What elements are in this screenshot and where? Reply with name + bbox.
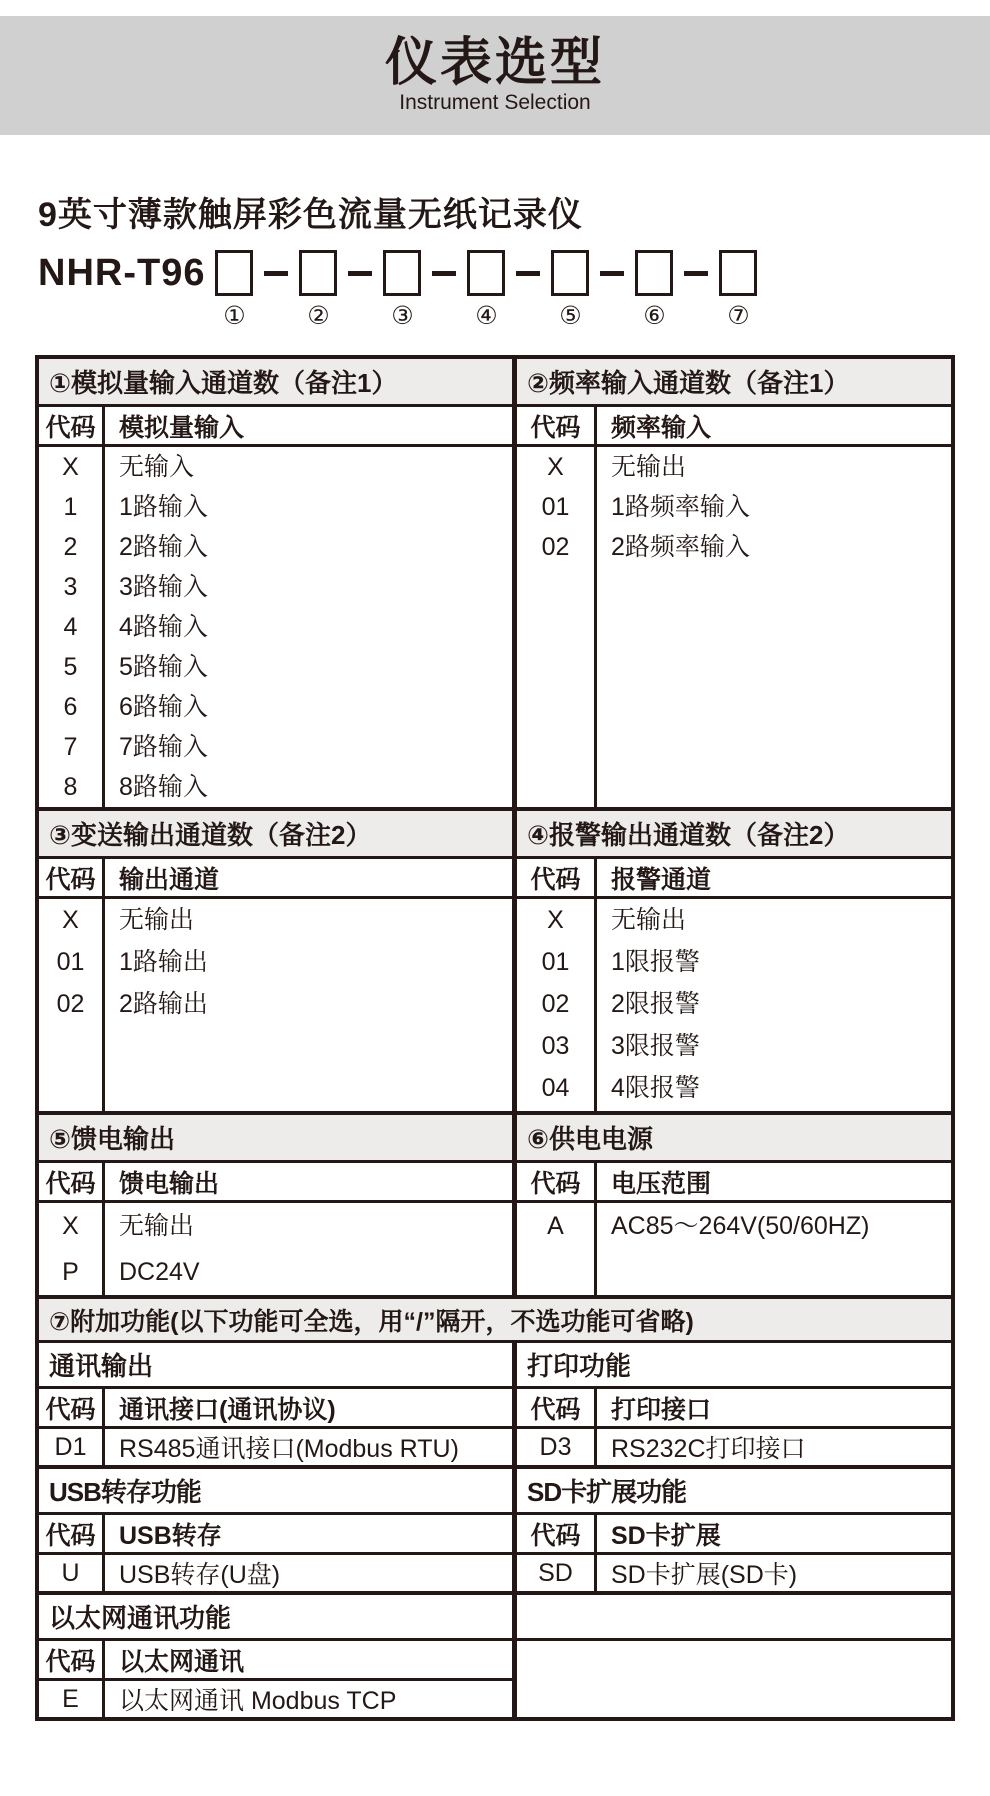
- desc-label: 输出通道: [119, 865, 220, 894]
- desc-value: 2路输出: [119, 990, 208, 1018]
- code-value: 5: [63, 653, 78, 681]
- section-6-column-header: [517, 1163, 951, 1203]
- desc-label: 通讯接口(通讯协议): [119, 1395, 336, 1424]
- dash-separator: [432, 271, 456, 276]
- s7-ethernet-row: [39, 1681, 512, 1717]
- code-value: 03: [541, 1032, 570, 1060]
- code-value: 02: [541, 533, 570, 561]
- s7-comm-output: [39, 1343, 517, 1465]
- s7-comm-row: [39, 1429, 512, 1465]
- dash-separator: [684, 271, 708, 276]
- code-value: 01: [541, 493, 570, 521]
- section-4: [517, 811, 951, 1111]
- page-subtitle: Instrument Selection: [399, 91, 591, 115]
- desc-value: 1路频率输入: [611, 493, 750, 521]
- code-value: 02: [56, 990, 85, 1018]
- section-1-column-header: [39, 407, 512, 447]
- s7-ethernet-function: [39, 1595, 517, 1717]
- model-slot-box-6: [635, 250, 673, 296]
- desc-value: 8路输入: [119, 773, 208, 801]
- code-value: A: [547, 1212, 564, 1240]
- desc-value: 5路输入: [119, 653, 208, 681]
- section-2-descriptions: [597, 447, 951, 807]
- model-slot-box-3: [383, 250, 421, 296]
- section-2-column-header: [517, 407, 951, 447]
- section-6-descriptions: [597, 1203, 951, 1295]
- section-3: [39, 811, 517, 1111]
- code-value: 01: [56, 948, 85, 976]
- s7-print-function: [517, 1343, 951, 1465]
- model-slot-6: [635, 250, 673, 329]
- model-slot-7: [719, 250, 757, 329]
- desc-value: 无输入: [119, 453, 195, 481]
- product-block: [38, 187, 990, 329]
- dash-separator: [516, 271, 540, 276]
- code-label: 代码: [39, 1389, 105, 1426]
- code-value: E: [39, 1681, 105, 1717]
- code-value: 3: [63, 573, 78, 601]
- model-slot-1: [215, 250, 253, 329]
- section-2-header: ②频率输入通道数（备注1）: [517, 359, 951, 407]
- section-5-body: [39, 1203, 512, 1295]
- position-label-7: ⑦: [727, 302, 750, 330]
- section-5-descriptions: [105, 1203, 512, 1295]
- code-value: 2: [63, 533, 78, 561]
- section-5-codes: [39, 1203, 105, 1295]
- section-1-descriptions: [105, 447, 512, 807]
- s7-usb-function: [39, 1469, 517, 1591]
- section-6: [517, 1115, 951, 1295]
- s7-sd-function: [517, 1469, 951, 1591]
- s7-ethernet-column-header: [39, 1641, 512, 1681]
- page-title: 仪表选型: [384, 33, 605, 92]
- model-prefix: NHR-T96: [38, 252, 206, 294]
- code-label: 代码: [39, 1641, 105, 1678]
- section-3-body: [39, 899, 512, 1111]
- desc-value: 6路输入: [119, 693, 208, 721]
- model-slot-box-1: [215, 250, 253, 296]
- desc-label: 电压范围: [611, 1169, 712, 1198]
- desc-label: 频率输入: [611, 413, 712, 442]
- code-value: 8: [63, 773, 78, 801]
- section-6-header: ⑥供电电源: [517, 1115, 951, 1163]
- empty-cell: [517, 1641, 951, 1717]
- desc-value: DC24V: [119, 1258, 200, 1286]
- section-3-header: ③变送输出通道数（备注2）: [39, 811, 512, 859]
- code-value: P: [62, 1258, 79, 1286]
- model-slot-5: [551, 250, 589, 329]
- desc-value: 1路输入: [119, 493, 208, 521]
- code-value: X: [547, 906, 564, 934]
- code-value: SD: [517, 1555, 597, 1591]
- position-label-6: ⑥: [643, 302, 666, 330]
- s7-usb-column-header: [39, 1515, 512, 1555]
- code-label: 代码: [517, 407, 597, 444]
- section-1-header: ①模拟量输入通道数（备注1）: [39, 359, 512, 407]
- s7-ethernet-band: 以太网通讯功能: [39, 1595, 512, 1641]
- section-2-body: [517, 447, 951, 807]
- desc-label: 以太网通讯: [119, 1647, 245, 1676]
- model-slot-3: [383, 250, 421, 329]
- code-value: X: [62, 906, 79, 934]
- desc-value: 7路输入: [119, 733, 208, 761]
- desc-value: SD卡扩展(SD卡): [611, 1561, 798, 1589]
- section-4-body: [517, 899, 951, 1111]
- desc-value: 4路输入: [119, 613, 208, 641]
- desc-value: RS232C打印接口: [611, 1435, 806, 1463]
- code-value: X: [547, 453, 564, 481]
- selection-table: [35, 355, 955, 1721]
- position-label-3: ③: [391, 302, 414, 330]
- desc-value: AC85～264V(50/60HZ): [611, 1212, 870, 1240]
- s7-sd-band: SD卡扩展功能: [517, 1469, 951, 1515]
- section-4-column-header: [517, 859, 951, 899]
- model-slot-box-7: [719, 250, 757, 296]
- code-label: 代码: [517, 1163, 597, 1200]
- desc-value: 3限报警: [611, 1032, 700, 1060]
- product-title: 9英寸薄款触屏彩色流量无纸记录仪: [38, 196, 583, 234]
- model-slot-2: [299, 250, 337, 329]
- code-label: 代码: [39, 1163, 105, 1200]
- desc-value: 4限报警: [611, 1074, 700, 1102]
- section-2: [517, 359, 951, 807]
- code-value: X: [62, 453, 79, 481]
- section-5-column-header: [39, 1163, 512, 1203]
- s7-usb-band: USB转存功能: [39, 1469, 512, 1515]
- section-5-header: ⑤馈电输出: [39, 1115, 512, 1163]
- model-slot-box-5: [551, 250, 589, 296]
- model-slot-4: [467, 250, 505, 329]
- desc-value: 2路频率输入: [611, 533, 750, 561]
- code-value: D3: [517, 1429, 597, 1465]
- code-value: 7: [63, 733, 78, 761]
- desc-value: 以太网通讯 Modbus TCP: [119, 1687, 397, 1715]
- code-label: 代码: [39, 407, 105, 444]
- empty-cell: [517, 1595, 951, 1641]
- section-5: [39, 1115, 517, 1295]
- s7-print-row: [517, 1429, 951, 1465]
- position-label-5: ⑤: [559, 302, 582, 330]
- section-6-body: [517, 1203, 951, 1295]
- section-6-codes: [517, 1203, 597, 1295]
- code-value: U: [39, 1555, 105, 1591]
- desc-value: 无输出: [119, 906, 195, 934]
- code-label: 代码: [517, 859, 597, 896]
- page-banner: [0, 16, 990, 135]
- section-4-codes: [517, 899, 597, 1111]
- s7-usb-row: [39, 1555, 512, 1591]
- code-value: 1: [63, 493, 78, 521]
- section-pair-1-2: [39, 359, 951, 807]
- desc-value: 无输出: [119, 1212, 195, 1240]
- section-1: [39, 359, 517, 807]
- code-value: 4: [63, 613, 78, 641]
- desc-value: RS485通讯接口(Modbus RTU): [119, 1435, 459, 1463]
- s7-comm-column-header: [39, 1389, 512, 1429]
- desc-label: SD卡扩展: [611, 1521, 721, 1550]
- s7-empty-cells: [517, 1595, 951, 1717]
- section-2-codes: [517, 447, 597, 807]
- code-value: 6: [63, 693, 78, 721]
- desc-value: 2路输入: [119, 533, 208, 561]
- code-value: 04: [541, 1074, 570, 1102]
- desc-label: 馈电输出: [119, 1169, 220, 1198]
- s7-print-band: 打印功能: [517, 1343, 951, 1389]
- model-slot-box-2: [299, 250, 337, 296]
- dash-separator: [264, 271, 288, 276]
- s7-comm-band: 通讯输出: [39, 1343, 512, 1389]
- desc-value: 无输出: [611, 453, 687, 481]
- desc-label: USB转存: [119, 1521, 222, 1550]
- desc-value: 无输出: [611, 906, 687, 934]
- desc-label: 打印接口: [611, 1395, 712, 1424]
- section-1-body: [39, 447, 512, 807]
- s7-print-column-header: [517, 1389, 951, 1429]
- section-4-descriptions: [597, 899, 951, 1111]
- dash-separator: [600, 271, 624, 276]
- code-value: X: [62, 1212, 79, 1240]
- desc-value: 1限报警: [611, 948, 700, 976]
- section-3-column-header: [39, 859, 512, 899]
- s7-sd-column-header: [517, 1515, 951, 1555]
- code-value: D1: [39, 1429, 105, 1465]
- desc-value: 3路输入: [119, 573, 208, 601]
- model-code-line: [38, 250, 990, 329]
- code-label: 代码: [517, 1515, 597, 1552]
- code-label: 代码: [39, 859, 105, 896]
- section-pair-5-6: [39, 1111, 951, 1295]
- desc-label: 模拟量输入: [119, 413, 245, 442]
- desc-value: 1路输出: [119, 948, 208, 976]
- s7-group-comm-print: [39, 1343, 951, 1465]
- dash-separator: [348, 271, 372, 276]
- code-value: 02: [541, 990, 570, 1018]
- section-4-header: ④报警输出通道数（备注2）: [517, 811, 951, 859]
- section-3-codes: [39, 899, 105, 1111]
- desc-value: USB转存(U盘): [119, 1561, 281, 1589]
- section-1-codes: [39, 447, 105, 807]
- s7-sd-row: [517, 1555, 951, 1591]
- position-label-1: ①: [223, 302, 246, 330]
- section-pair-3-4: [39, 807, 951, 1111]
- s7-group-ethernet: [39, 1591, 951, 1717]
- position-label-4: ④: [475, 302, 498, 330]
- section-3-descriptions: [105, 899, 512, 1111]
- code-value: 01: [541, 948, 570, 976]
- section-7-header: ⑦附加功能(以下功能可全选，用“/”隔开，不选功能可省略): [39, 1295, 951, 1343]
- position-label-2: ②: [307, 302, 330, 330]
- s7-group-usb-sd: [39, 1465, 951, 1591]
- code-label: 代码: [39, 1515, 105, 1552]
- desc-label: 报警通道: [611, 865, 712, 894]
- model-slot-box-4: [467, 250, 505, 296]
- desc-value: 2限报警: [611, 990, 700, 1018]
- code-label: 代码: [517, 1389, 597, 1426]
